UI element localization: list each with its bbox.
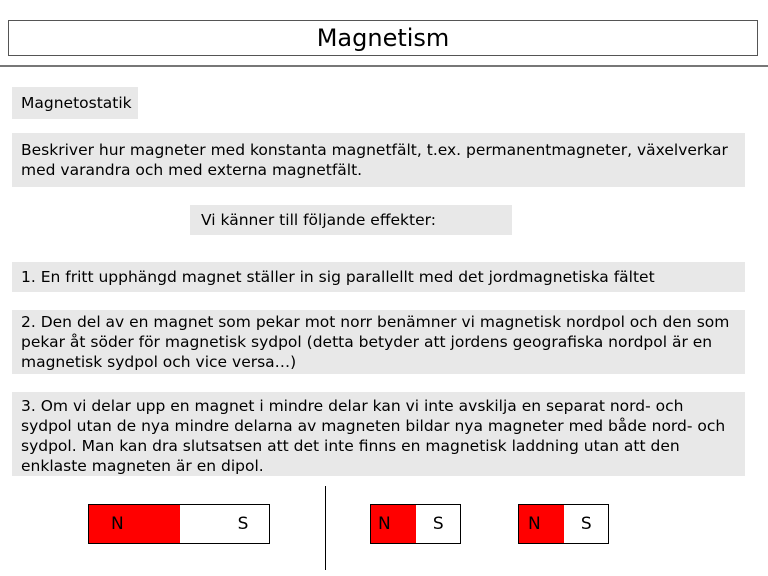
vertical-divider xyxy=(325,486,326,570)
effect-item-3: 3. Om vi delar upp en magnet i mindre delar kan vi inte avskilja en separat nord- och sydpol utan de nya mindre delarna av magneten bildar nya magneter med både nord- och sydpol. Man kan dra slutsatsen att det inte finns en magnetisk laddning utan att den enklaste magneten är en dipol. xyxy=(12,392,745,476)
effect-item-1: 1. En fritt upphängd magnet ställer in sig parallellt med det jordmagnetiska fältet xyxy=(12,262,745,292)
magnet-north-pole: N xyxy=(519,505,564,543)
magnet-north-pole: N xyxy=(371,505,416,543)
magnet-half-right xyxy=(518,504,609,544)
magnet-whole xyxy=(88,504,270,544)
magnet-south-pole: S xyxy=(180,505,269,543)
subtitle-box: Magnetostatik xyxy=(12,87,138,119)
intro-paragraph: Beskriver hur magneter med konstanta magnetfält, t.ex. permanentmagneter, växelverkar med varandra och med externa magnetfält. xyxy=(12,133,745,187)
magnet-north-pole: N xyxy=(89,505,180,543)
magnet-south-pole: S xyxy=(564,505,608,543)
effects-heading: Vi känner till följande effekter: xyxy=(190,205,512,235)
title-divider xyxy=(0,65,768,67)
page-title: Magnetism xyxy=(8,20,758,56)
magnet-half-left xyxy=(370,504,461,544)
magnet-south-pole: S xyxy=(416,505,460,543)
effect-item-2: 2. Den del av en magnet som pekar mot norr benämner vi magnetisk nordpol och den som pekar åt söder för magnetisk sydpol (detta betyder att jordens geografiska nordpol är en magnetisk sydpol och vice versa…) xyxy=(12,310,745,374)
